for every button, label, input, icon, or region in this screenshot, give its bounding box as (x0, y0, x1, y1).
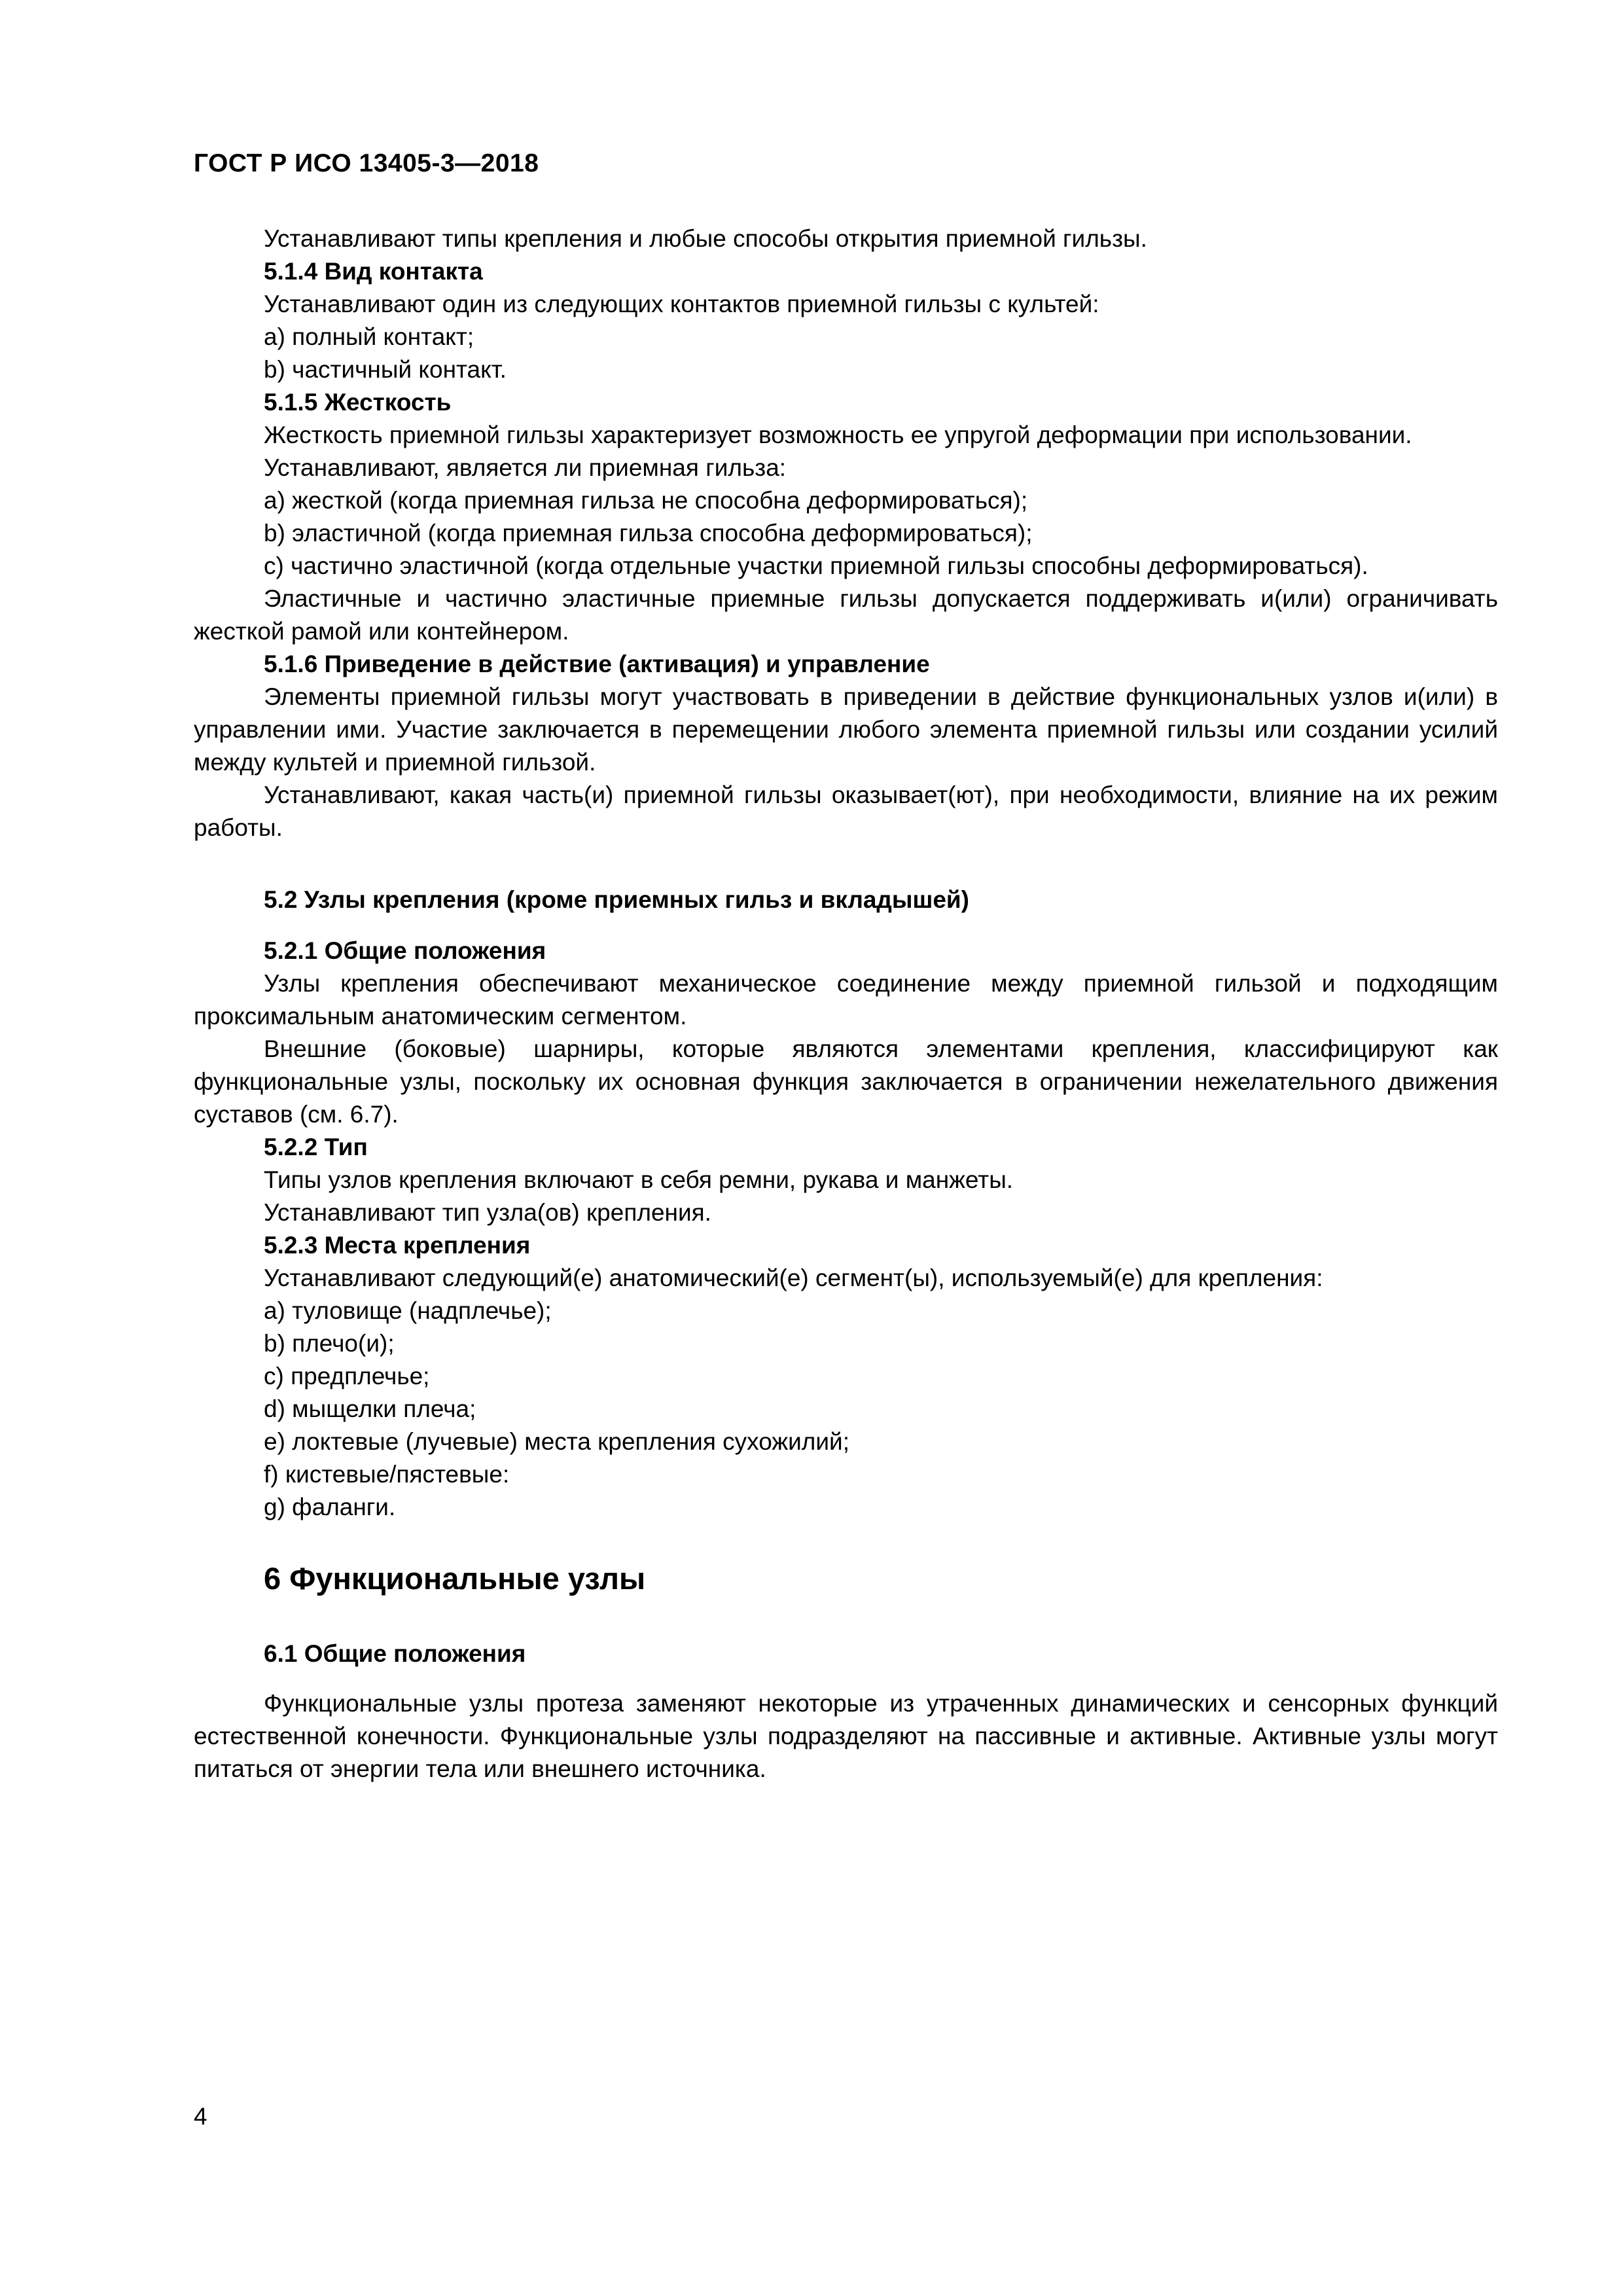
paragraph: Устанавливают один из следующих контактов приемной гильзы с культей: (264, 291, 1099, 317)
list-item: a) туловище (надплечье); (264, 1297, 552, 1324)
paragraph: Устанавливают тип узла(ов) крепления. (264, 1199, 711, 1226)
paragraph: Устанавливают типы крепления и любые способы открытия приемной гильзы. (264, 225, 1147, 252)
paragraph: Жесткость приемной гильзы характеризует возможность ее упругой деформации при использовании. (264, 422, 1412, 448)
paragraph: Функциональные узлы протеза заменяют некоторые из утраченных динамических и сенсорных функций естественной конечности. Функциональные узлы подразделяют на пассивные и активные. Активные узлы могут питаться от энергии тела или внешнего источника. (194, 1690, 1498, 1782)
list-item: b) плечо(и); (264, 1330, 395, 1357)
list-item: e) локтевые (лучевые) места крепления сухожилий; (264, 1428, 850, 1455)
page-number: 4 (194, 2103, 207, 2130)
paragraph: Элементы приемной гильзы могут участвовать в приведении в действие функциональных узлов и(или) в управлении ими. Участие заключается в перемещении любого элемента приемной гильзы или создании усилий между культей и приемной гильзой. (194, 683, 1498, 776)
chapter-heading: 6 Функциональные узлы (264, 1561, 646, 1596)
list-item: b) эластичной (когда приемная гильза способна деформироваться); (264, 520, 1033, 547)
list-item: c) предплечье; (264, 1363, 430, 1390)
section-heading: 5.1.5 Жесткость (264, 389, 452, 416)
list-item: g) фаланги. (264, 1494, 396, 1520)
paragraph: Устанавливают, является ли приемная гильза: (264, 454, 787, 481)
list-item: f) кистевые/пястевые: (264, 1461, 510, 1488)
section-heading: 5.1.6 Приведение в действие (активация) и управление (264, 651, 930, 677)
section-heading: 5.2 Узлы крепления (кроме приемных гильз и вкладышей) (264, 886, 969, 913)
section-heading: 5.2.3 Места крепления (264, 1232, 531, 1259)
section-heading: 6.1 Общие положения (264, 1640, 526, 1667)
list-item: d) мыщелки плеча; (264, 1395, 476, 1422)
paragraph: Устанавливают, какая часть(и) приемной гильзы оказывает(ют), при необходимости, влияние на их режим работы. (194, 781, 1498, 841)
document-code-header: ГОСТ Р ИСО 13405-3—2018 (194, 149, 539, 177)
list-item: c) частично эластичной (когда отдельные участки приемной гильзы способны деформироваться). (264, 552, 1368, 579)
paragraph: Внешние (боковые) шарниры, которые являются элементами крепления, классифицируют как функциональные узлы, поскольку их основная функция заключается в ограничении нежелательного движения суставов (см. 6.7). (194, 1035, 1498, 1128)
paragraph: Узлы крепления обеспечивают механическое соединение между приемной гильзой и подходящим проксимальным анатомическим сегментом. (194, 970, 1498, 1030)
list-item: a) полный контакт; (264, 323, 474, 350)
section-heading: 5.1.4 Вид контакта (264, 258, 483, 285)
list-item: b) частичный контакт. (264, 356, 507, 383)
paragraph: Эластичные и частично эластичные приемные гильзы допускается поддерживать и(или) ограничивать жесткой рамой или контейнером. (194, 585, 1498, 645)
list-item: a) жесткой (когда приемная гильза не способна деформироваться); (264, 487, 1028, 514)
paragraph: Типы узлов крепления включают в себя ремни, рукава и манжеты. (264, 1166, 1014, 1193)
section-heading: 5.2.2 Тип (264, 1134, 368, 1160)
section-heading: 5.2.1 Общие положения (264, 937, 546, 964)
paragraph: Устанавливают следующий(е) анатомический(е) сегмент(ы), используемый(е) для крепления: (264, 1265, 1323, 1291)
document-body (194, 223, 1498, 1785)
